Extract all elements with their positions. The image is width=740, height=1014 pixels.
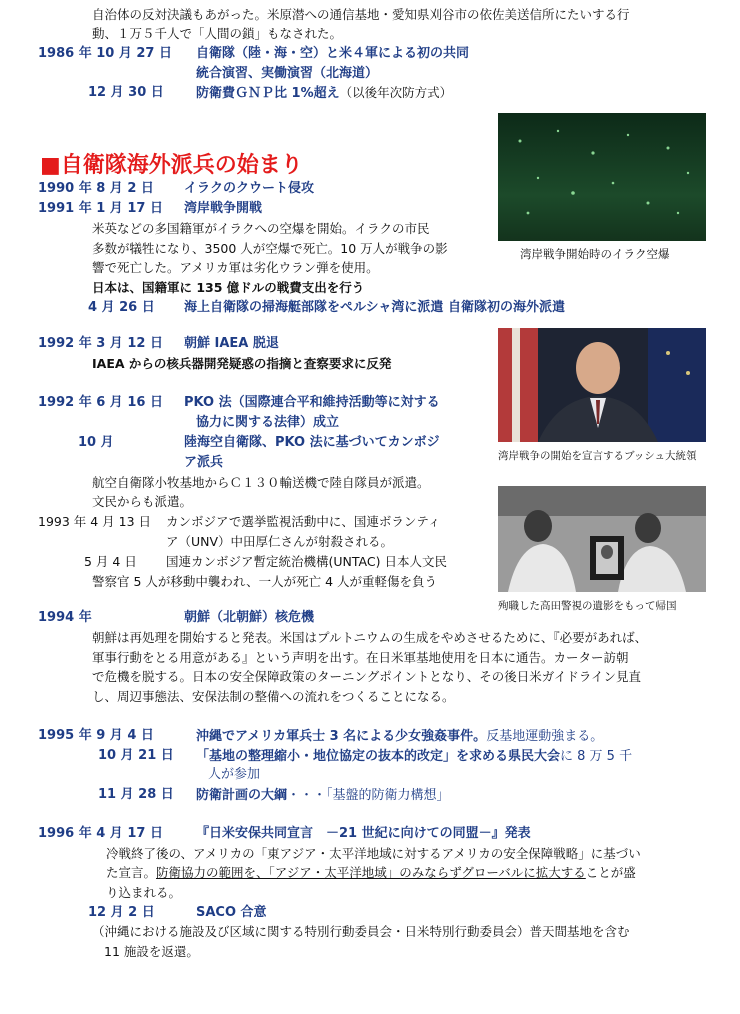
date-1995-nov: 11 月 28 日 (98, 787, 174, 802)
event-1994-body2: 軍事行動をとる用意がある』という声明を出す。在日米軍基地使用を日本に通告。カーター訪朝 (92, 650, 629, 665)
date-1991: 1991 年 1 月 17 日 (38, 201, 163, 216)
event-1991-body1: 米英などの多国籍軍がイラクへの空爆を開始。イラクの市民 (92, 221, 430, 236)
event-1992-oct-line2: ア派兵 (184, 455, 224, 470)
event-1991-body2: 多数が犠牲になり、3500 人が空爆で死亡。10 万人が戦争の影 (92, 241, 448, 256)
memorial-photo (498, 486, 706, 592)
event-1995-text: 沖縄でアメリカ軍兵士 3 名による少女強姦事件。 (196, 729, 487, 744)
date-1993-may: 5 月 4 日 (84, 554, 137, 569)
date-1990: 1990 年 8 月 2 日 (38, 181, 154, 196)
event-1992-jun-line2: 協力に関する法律）成立 (196, 415, 340, 430)
date-1986: 1986 年 10 月 27 日 (38, 46, 172, 61)
section-title: ■自衛隊海外派兵の始まり (40, 153, 303, 178)
event-1992-mar-body: IAEA からの核兵器開発疑惑の指摘と査察要求に反発 (92, 356, 392, 371)
airstrike-photo (498, 113, 706, 263)
event-1996-body4: （沖縄における施設及び区域に関する特別行動委員会・日米特別行動委員会）普天間基地を含む (92, 924, 630, 939)
date-1992-oct: 10 月 (78, 435, 114, 450)
date-1996-dec: 12 月 2 日 (88, 905, 155, 920)
memorial-caption: 殉職した高田警視の遺影をもって帰国 (498, 600, 677, 612)
president-caption: 湾岸戦争の開始を宣言するブッシュ大統領 (498, 450, 697, 462)
top-line2: 動、１万５千人で「人間の鎖」もなされた。 (92, 26, 343, 41)
event-1996-body3: り込まれる。 (106, 885, 182, 900)
event-1995-oct-text-b: に 8 万 5 千 (560, 749, 633, 764)
event-1992-oct-body1: 航空自衛隊小牧基地からＣ１３０輸送機で陸自隊員が派遣。 (92, 475, 430, 490)
memorial-photo-image (498, 486, 706, 592)
date-1991-apr: 4 月 26 日 (88, 300, 155, 315)
event-1993-line4: 警察官 5 人が移動中襲われ、一人が死亡 4 人が重軽傷を負う (92, 574, 438, 589)
event-1995-oct (196, 749, 632, 764)
event-1992-oct-line1: 陸海空自衛隊、PKO 法に基づいてカンボジ (184, 435, 440, 450)
event-1995 (196, 729, 603, 744)
event-1994-body3: で危機を脱する。日本の安全保障政策のターニングポイントとなり、その後日米ガイドライン見直 (92, 669, 642, 684)
event-1991-bold: 日本は、国籍軍に 135 億ドルの戦費支出を行う (92, 280, 365, 295)
event-1986-dec-note: （以後年次防方式） (339, 85, 453, 100)
event-1996: 『日米安保共同宣言 －21 世紀に向けての同盟－』発表 (196, 826, 531, 841)
event-1992-oct-body2: 文民からも派遣。 (92, 494, 193, 509)
airstrike-photo-image (498, 113, 706, 263)
top-line1: 自治体の反対決議もあがった。米原潜への通信基地・愛知県刈谷市の依佐美送信所にたいする行 (92, 7, 630, 22)
date-1993: 1993 年 4 月 13 日 (38, 514, 152, 529)
event-1986-dec (196, 86, 452, 101)
date-1994: 1994 年 (38, 610, 92, 625)
event-1996-body2a: た宣言。 (106, 865, 157, 880)
event-1996-body2 (106, 866, 636, 880)
event-1995-oct-text-c: 人が参加 (208, 767, 261, 782)
event-1993-line1: カンボジアで選挙監視活動中に、国連ボランティ (166, 514, 441, 529)
president-photo-image (498, 328, 706, 442)
event-1986-line1: 自衛隊（陸・海・空）と米４軍による初の共同 (196, 46, 470, 61)
event-1986-dec-text: 防衛費ＧＮＰ比 1%超え (196, 86, 340, 101)
event-1995-text-normal: 反基地運動強まる。 (486, 729, 604, 744)
president-photo (498, 328, 706, 442)
date-1992-jun: 1992 年 6 月 16 日 (38, 395, 163, 410)
event-1994: 朝鮮（北朝鮮）核危機 (184, 610, 315, 625)
event-1996-body5: 11 施設を返還。 (104, 944, 199, 959)
event-1992-jun-line1: PKO 法（国際連合平和維持活動等に対する (184, 395, 440, 410)
event-1990: イラクのクウート侵攻 (184, 181, 315, 196)
event-1996-dec: SACO 合意 (196, 905, 267, 920)
event-1996-body1: 冷戦終了後の、アメリカの「東アジア・太平洋地域に対するアメリカの安全保障戦略」に基づい (106, 846, 641, 861)
event-1993-line2: ア（UNV）中田厚仁さんが射殺される。 (166, 534, 394, 549)
event-1996-body2b: 防衛協力の範囲を、「アジア・太平洋地域」のみならずグローバルに拡大する (156, 865, 586, 880)
event-1993-line3: 国連カンボジア暫定統治機構(UNTAC) 日本人文民 (166, 554, 447, 569)
event-1995-nov-text: 防衛計画の大綱 (196, 788, 288, 803)
event-1986-line2: 統合演習、実働演習（北海道） (196, 66, 379, 81)
event-1991-body3: 響で死亡した。アメリカ軍は劣化ウラン弾を使用。 (92, 260, 379, 275)
date-1986-dec: 12 月 30 日 (88, 85, 164, 100)
airstrike-caption: 湾岸戦争開始時のイラク空爆 (520, 247, 670, 261)
event-1995-oct-text-a: 「基地の整理縮小・地位協定の抜本的改定」を求める県民大会 (196, 749, 561, 764)
date-1996: 1996 年 4 月 17 日 (38, 826, 163, 841)
date-1995-oct: 10 月 21 日 (98, 748, 174, 763)
event-1996-body2c: ことが盛 (585, 865, 636, 880)
event-1995-nov-text-b: ・・・「基盤的防衛力構想」 (287, 788, 450, 803)
event-1995-nov (196, 788, 450, 803)
event-1992-mar: 朝鮮 IAEA 脱退 (184, 336, 279, 351)
date-1992-mar: 1992 年 3 月 12 日 (38, 336, 163, 351)
date-1995: 1995 年 9 月 4 日 (38, 728, 154, 743)
event-1991-apr: 海上自衛隊の掃海艇部隊をペルシャ湾に派遣 自衛隊初の海外派遣 (184, 300, 565, 315)
event-1991: 湾岸戦争開戦 (184, 201, 263, 216)
event-1994-body4: し、周辺事態法、安保法制の整備への流れをつくることになる。 (92, 689, 455, 704)
event-1994-body1: 朝鮮は再処理を開始すると発表。米国はプルトニウムの生成をやめさせるために、『必要があれば、 (92, 630, 648, 645)
